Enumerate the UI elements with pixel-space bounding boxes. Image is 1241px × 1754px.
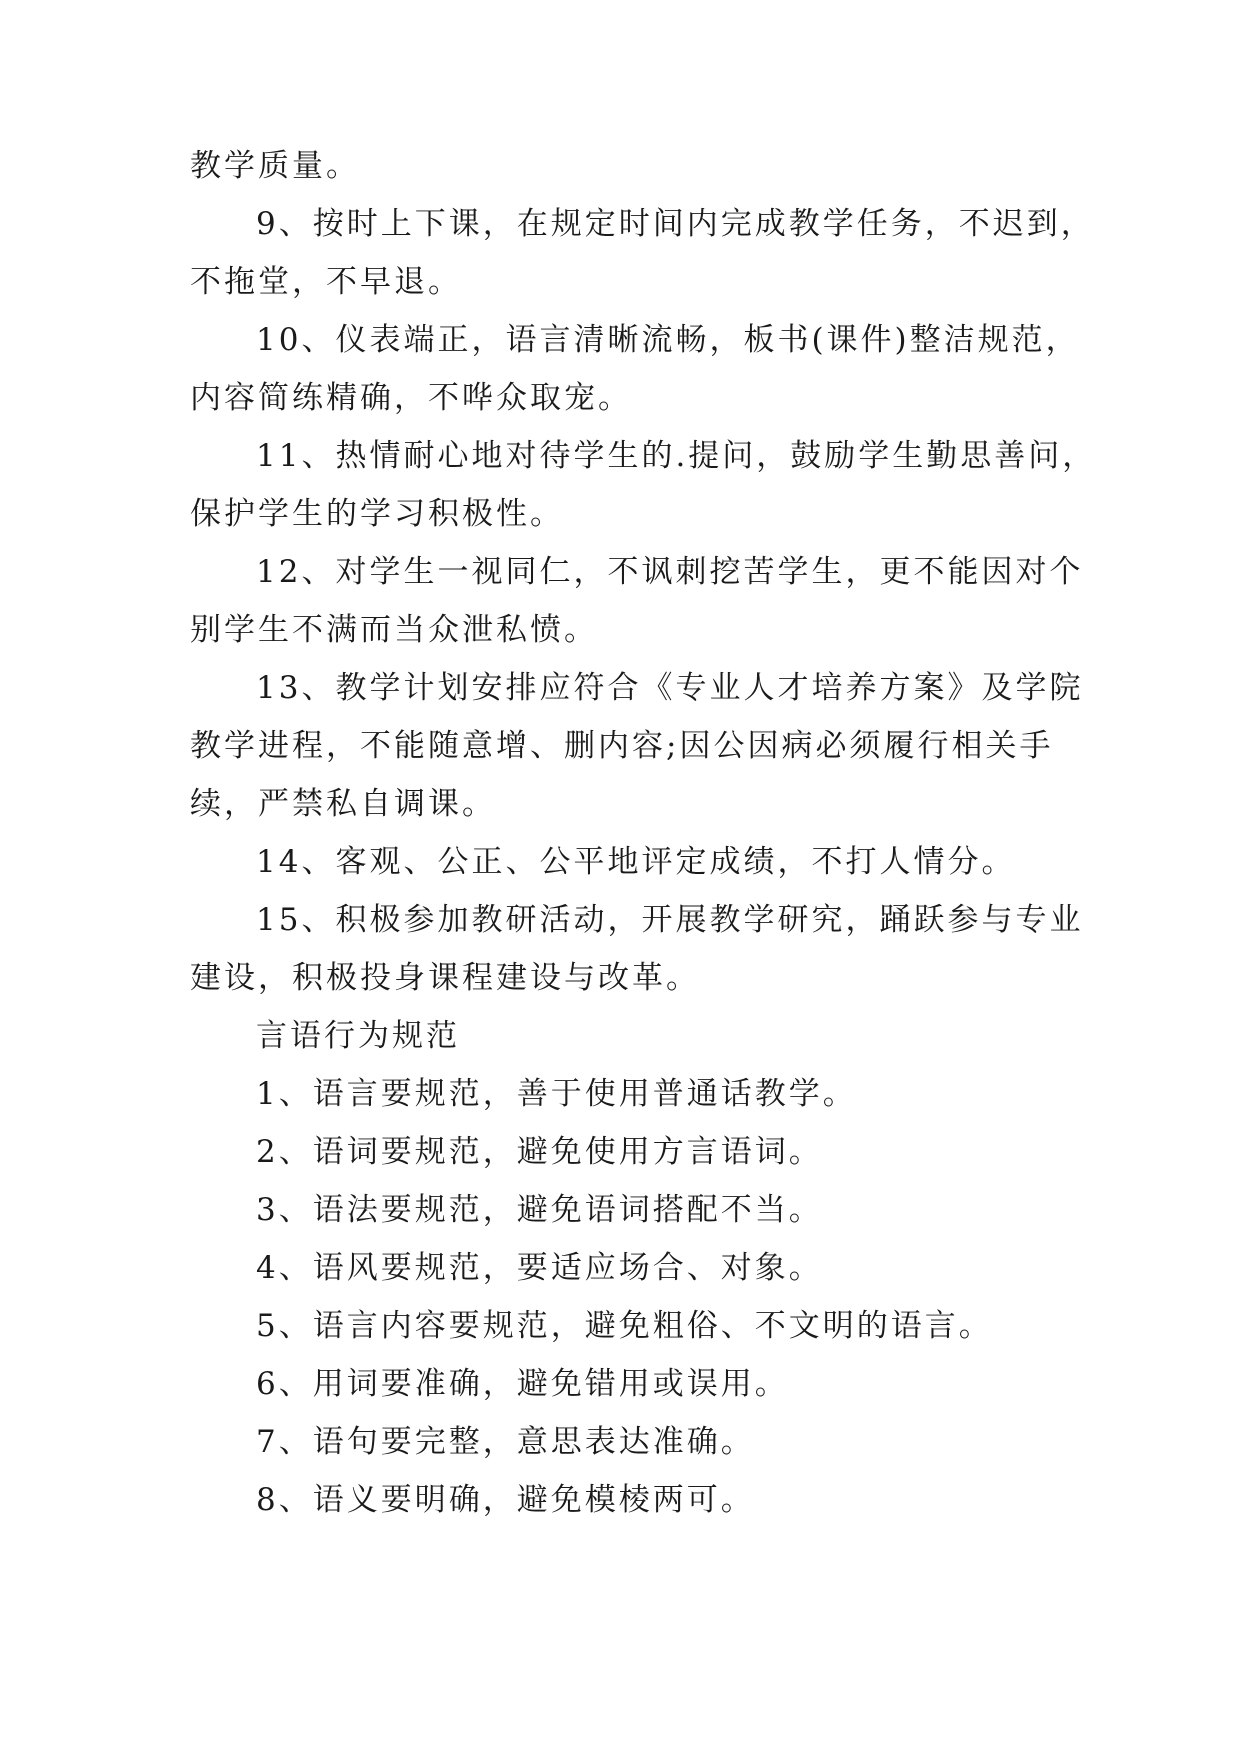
- text-line: 建设，积极投身课程建设与改革。: [190, 960, 700, 996]
- text-line: 12、对学生一视同仁，不讽刺挖苦学生，更不能因对个: [256, 554, 1084, 590]
- text-line: 别学生不满而当众泄私愤。: [190, 612, 598, 648]
- text-line: 4、语风要规范，要适应场合、对象。: [256, 1250, 823, 1286]
- text-line: 5、语言内容要规范，避免粗俗、不文明的语言。: [256, 1308, 993, 1344]
- text-line: 9、按时上下课，在规定时间内完成教学任务，不迟到，: [256, 206, 1095, 242]
- text-line: 8、语义要明确，避免模棱两可。: [256, 1482, 755, 1518]
- text-line: 7、语句要完整，意思表达准确。: [256, 1424, 755, 1460]
- text-line: 不拖堂，不早退。: [190, 264, 462, 300]
- text-line: 教学质量。: [190, 148, 360, 184]
- text-line: 教学进程，不能随意增、删内容;因公因病必须履行相关手: [190, 728, 1054, 764]
- text-line: 1、语言要规范，善于使用普通话教学。: [256, 1076, 857, 1112]
- text-line: 6、用词要准确，避免错用或误用。: [256, 1366, 789, 1402]
- text-line: 14、客观、公正、公平地评定成绩，不打人情分。: [256, 844, 1016, 880]
- text-line: 3、语法要规范，避免语词搭配不当。: [256, 1192, 823, 1228]
- text-line: 保护学生的学习积极性。: [190, 496, 564, 532]
- text-line: 13、教学计划安排应符合《专业人才培养方案》及学院: [256, 670, 1084, 706]
- text-line: 内容简练精确，不哗众取宠。: [190, 380, 632, 416]
- text-line: 11、热情耐心地对待学生的.提问，鼓励学生勤思善问，: [256, 438, 1097, 474]
- section-heading: 言语行为规范: [256, 1018, 460, 1054]
- text-line: 2、语词要规范，避免使用方言语词。: [256, 1134, 823, 1170]
- text-line: 10、仪表端正，语言清晰流畅，板书(课件)整洁规范，: [256, 322, 1080, 358]
- text-line: 15、积极参加教研活动，开展教学研究，踊跃参与专业: [256, 902, 1084, 938]
- text-line: 续，严禁私自调课。: [190, 786, 496, 822]
